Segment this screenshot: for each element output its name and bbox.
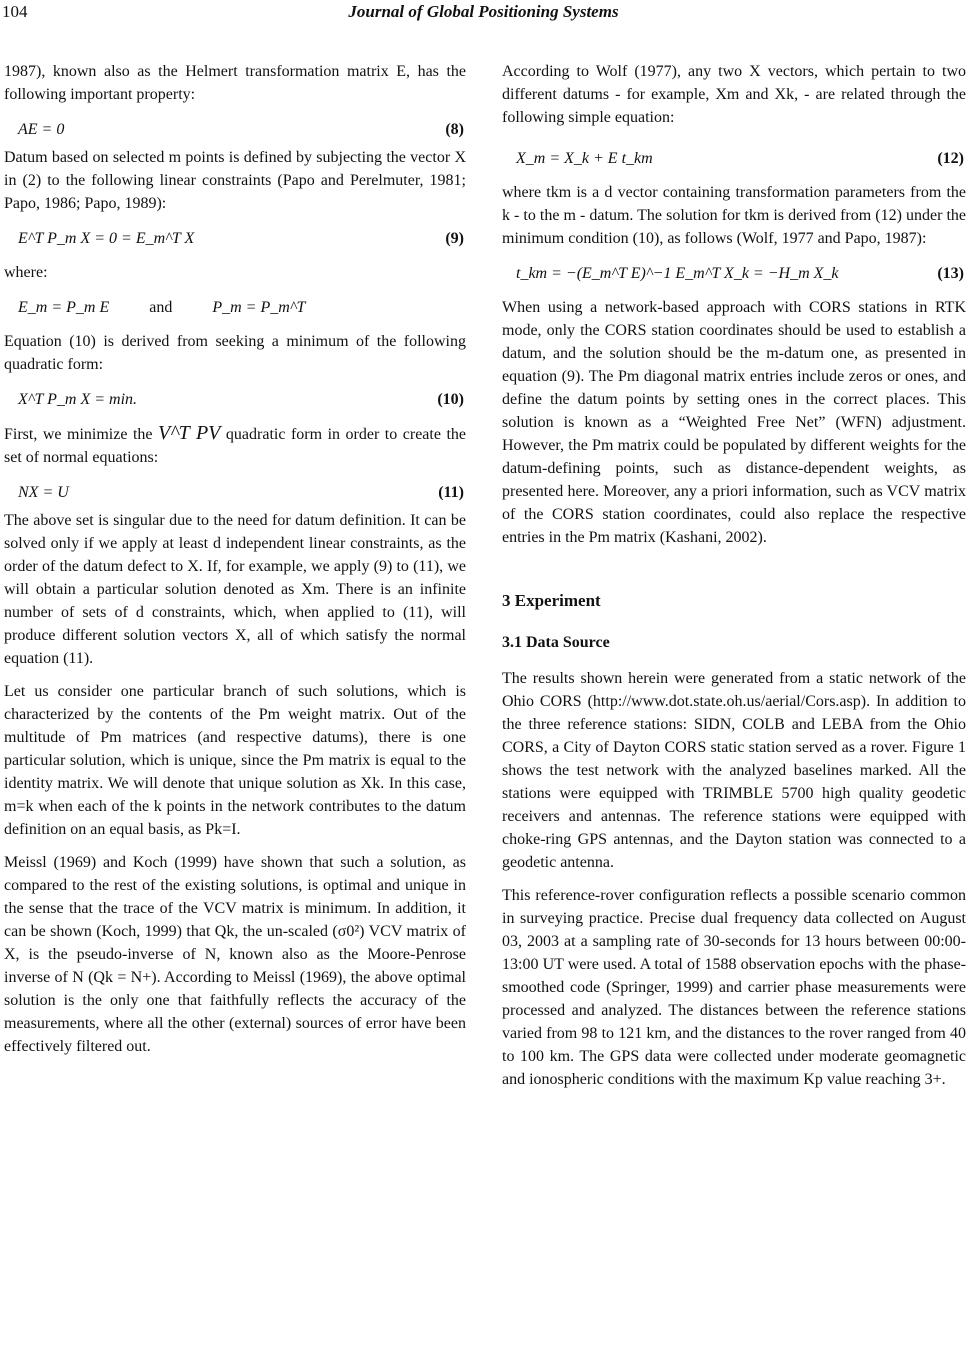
paragraph: Datum based on selected m points is defined by subjecting the vector X in (2) to the following linear constraints (Papo and Perelmuter, 1981; Papo, 1986; Papo, 1989): bbox=[4, 149, 466, 212]
equation-12 bbox=[502, 129, 966, 181]
equation-body: P_m = P_m^T bbox=[212, 299, 306, 316]
equation-definitions bbox=[4, 284, 466, 330]
equation-body: E_m = P_m E bbox=[18, 299, 110, 316]
left-column bbox=[4, 60, 466, 1058]
paragraph: The results shown herein were generated from a static network of the Ohio CORS (http://www.dot.state.oh.us/aerial/Cors.asp). In addition to the three reference stations: SIDN, COLB and LEBA from the Ohio CORS, a City of Dayton CORS static station served as a rover. Figure 1 shows the test network with the analyzed baselines marked. All the stations were equipped with TRIMBLE 5700 high quality geodetic receivers and antennas. The reference stations were equipped with choke-ring GPS antennas, and the Dayton station was connected to a geodetic antenna. bbox=[502, 670, 966, 871]
equation-body: X^T P_m X = min. bbox=[18, 391, 138, 408]
paragraph: 1987), known also as the Helmert transformation matrix E, has the following important property: bbox=[4, 63, 466, 103]
paragraph: The above set is singular due to the need for datum definition. It can be solved only if we apply at least d independent linear constraints, as the order of the datum defect to X. If, for example, we apply (9) to (11), we will obtain a particular solution denoted as Xm. There is an infinite number of sets of d constraints, which, when applied to (11), will produce different solution vectors X, all of which satisfy the normal equation (11). bbox=[4, 512, 466, 667]
equation-number: (13) bbox=[937, 265, 964, 282]
paragraph: where tkm is a d vector containing transformation parameters from the k - to the m - datum. The solution for tkm is derived from (12) under the minimum condition (10), as follows (Wolf, 1977 and Papo, 1987): bbox=[502, 184, 966, 247]
paragraph: First, we minimize the V^T PV quadratic form in order to create the set of normal equations: bbox=[4, 422, 467, 466]
equation-number: (9) bbox=[445, 230, 464, 247]
paragraph: Meissl (1969) and Koch (1999) have shown that such a solution, as compared to the rest of the existing solutions, is optimal and unique in the sense that the trace of the VCV matrix is minimum. In addition, it can be shown (Koch, 1999) that Qk, the un-scaled (σ0²) VCV matrix of X, is the pseudo-inverse of N, known also as the Moore-Penrose inverse of N (Qk = N+). According to Meissl (1969), the above optimal solution is the only one that faithfully reflects the accuracy of the measurements, where all the other (external) sources of error have been effectively filtered out. bbox=[4, 854, 466, 1055]
where-label: where: bbox=[4, 264, 48, 281]
equation-8 bbox=[4, 106, 466, 146]
equation-body: E^T P_m X = 0 = E_m^T X bbox=[18, 230, 195, 247]
page-header bbox=[0, 0, 967, 34]
equation-number: (8) bbox=[445, 121, 464, 138]
paragraph: According to Wolf (1977), any two X vectors, which pertain to two different datums - for example, Xm and Xk, - are related through the following simple equation: bbox=[502, 63, 966, 126]
equation-body: AE = 0 bbox=[18, 121, 65, 138]
equation-number: (11) bbox=[438, 484, 464, 501]
paragraph: When using a network-based approach with CORS stations in RTK mode, only the CORS station coordinates should be used to establish a datum, and the solution should be the m-datum one, as presented in equation (9). The Pm diagonal matrix entries include zeros or ones, and define the datum points by setting ones in the correct places. This solution is known as a “Weighted Free Net” (WFN) adjustment. However, the Pm matrix could be populated by different weights for the datum-defining points, such as distance-dependent weights, as presented here. Moreover, any a priori information, such as VCV matrix of the CORS station coordinates, could also replace the respective entries in the Pm matrix (Kashani, 2002). bbox=[502, 299, 966, 546]
equation-number: (12) bbox=[937, 150, 964, 167]
conjunction: and bbox=[149, 299, 173, 316]
inline-formula: V^T PV bbox=[158, 422, 221, 444]
equation-number: (10) bbox=[437, 391, 464, 408]
section-heading: 3 Experiment bbox=[502, 591, 601, 610]
paragraph: Let us consider one particular branch of such solutions, which is characterized by the contents of the Pm weight matrix. Out of the multitude of Pm matrices (and respective datums), there is one particular solution, which is unique, since the Pm matrix is equal to the identity matrix. We will denote that unique solution as Xk. In this case, m=k when each of the k points in the network contributes to the datum definition on an equal basis, as Pk=I. bbox=[4, 683, 466, 838]
equation-body: X_m = X_k + E t_km bbox=[516, 150, 653, 167]
journal-title: Journal of Global Positioning Systems bbox=[348, 2, 619, 21]
paragraph: This reference-rover configuration reflects a possible scenario common in surveying practice. Precise dual frequency data collected on August 03, 2003 at a sampling rate of 30-seconds for 13 hours between 00:00-13:00 UT were used. A total of 1588 observation epochs with the phase-smoothed code (Springer, 1999) and carrier phase measurements were processed and analyzed. The distances between the reference stations varied from 98 to 121 km, and the distances to the rover ranged from 40 to 100 km. The GPS data were collected under moderate geomagnetic and ionospheric conditions with the maximum Kp value reaching 3+. bbox=[502, 887, 966, 1088]
equation-body: NX = U bbox=[18, 484, 69, 501]
equation-13 bbox=[502, 250, 966, 296]
equation-11 bbox=[4, 469, 466, 509]
right-column bbox=[502, 60, 966, 1091]
page-number: 104 bbox=[2, 2, 28, 21]
equation-10 bbox=[4, 376, 466, 422]
paragraph: Equation (10) is derived from seeking a minimum of the following quadratic form: bbox=[4, 333, 466, 373]
subsection-heading: 3.1 Data Source bbox=[502, 634, 610, 651]
equation-body: t_km = −(E_m^T E)^−1 E_m^T X_k = −H_m X_k bbox=[516, 265, 839, 282]
equation-9 bbox=[4, 215, 466, 261]
